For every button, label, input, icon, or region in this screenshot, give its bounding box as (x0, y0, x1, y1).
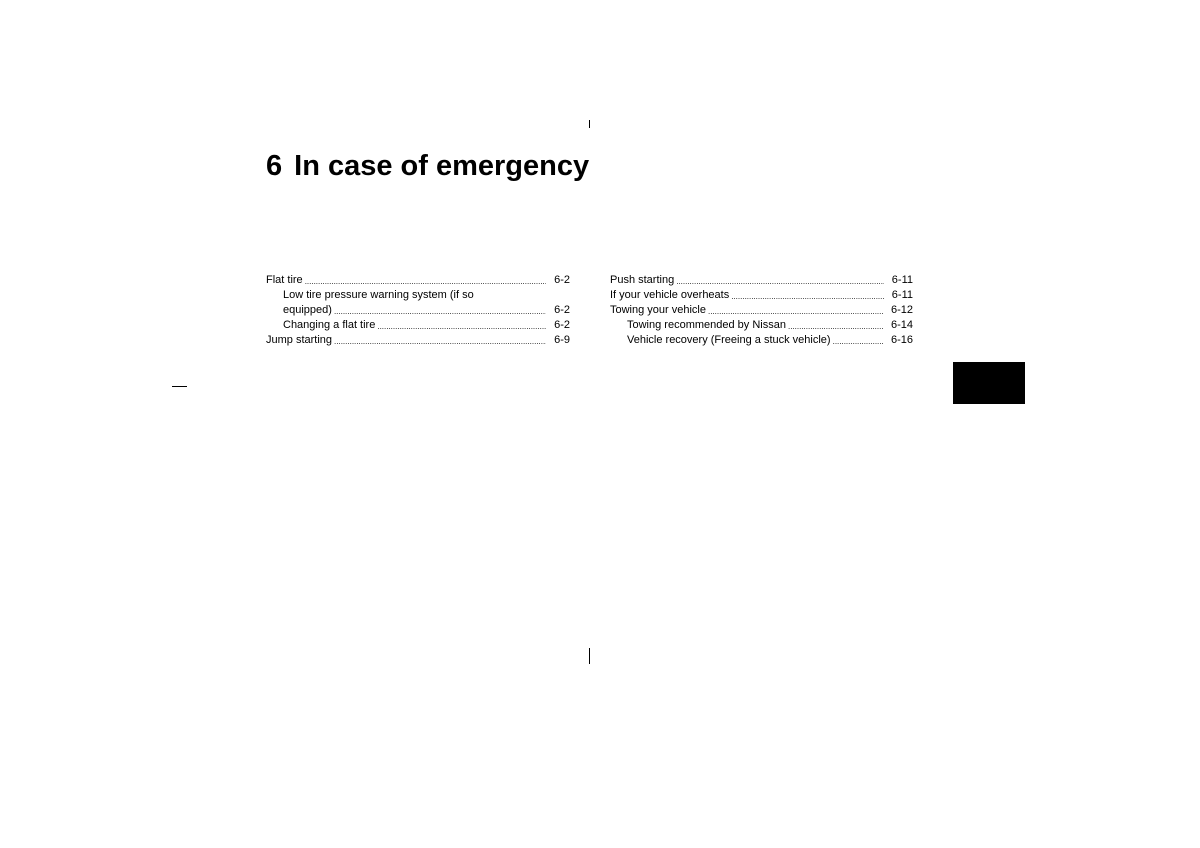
crop-mark-left (172, 386, 187, 387)
toc-entry-low-tire-pressure-continued[interactable] (266, 303, 570, 318)
crop-mark-bottom (589, 648, 590, 664)
toc-entry-page: 6-11 (891, 274, 913, 286)
crop-mark-top (589, 120, 590, 128)
toc-entry-towing-vehicle[interactable] (610, 303, 913, 318)
toc-entry-towing-recommended[interactable] (610, 318, 913, 333)
toc-leader-dots (708, 307, 883, 318)
toc-leader-dots (334, 307, 546, 318)
toc-leader-dots (377, 322, 546, 333)
toc-entry-page: 6-16 (890, 334, 913, 346)
toc-entry-page: 6-9 (554, 334, 570, 346)
toc-entry-label: Changing a flat tire (283, 319, 376, 331)
toc-entry-label: Towing your vehicle (610, 304, 706, 316)
toc-leader-dots (334, 337, 546, 348)
toc-entry-label: Low tire pressure warning system (if so (283, 289, 474, 301)
toc-entry-changing-flat-tire[interactable] (266, 318, 570, 333)
toc-entry-vehicle-overheats[interactable] (610, 288, 913, 303)
toc-entry-flat-tire[interactable] (266, 273, 570, 288)
toc-right-column (610, 273, 913, 348)
toc-leader-dots (676, 277, 884, 288)
chapter-title-text: In case of emergency (294, 150, 590, 182)
toc-entry-jump-starting[interactable] (266, 333, 570, 348)
toc-entry-low-tire-pressure[interactable] (266, 288, 570, 303)
toc-entry-page: 6-12 (890, 304, 913, 316)
toc-left-column (266, 273, 570, 348)
toc-entry-page: 6-11 (891, 289, 913, 301)
toc-entry-page: 6-2 (554, 274, 570, 286)
toc-entry-label: Jump starting (266, 334, 333, 346)
chapter-title (266, 148, 589, 184)
toc-leader-dots (833, 337, 883, 348)
toc-entry-label: If your vehicle overheats (610, 289, 730, 301)
toc-leader-dots (305, 277, 546, 288)
toc-entry-label: Push starting (610, 274, 675, 286)
toc-entry-vehicle-recovery[interactable] (610, 333, 913, 348)
chapter-number: 6 (266, 150, 283, 182)
toc-entry-page: 6-14 (890, 319, 913, 331)
toc-entry-page: 6-2 (554, 304, 570, 316)
toc-entry-label: Towing recommended by Nissan (627, 319, 786, 331)
toc-entry-push-starting[interactable] (610, 273, 913, 288)
toc-entry-label: Flat tire (266, 274, 303, 286)
toc-entry-label: equipped) (283, 304, 332, 316)
toc-entry-label: Vehicle recovery (Freeing a stuck vehicle) (627, 334, 831, 346)
toc-leader-dots (731, 292, 884, 303)
toc-entry-page: 6-2 (554, 319, 570, 331)
chapter-thumb-tab (953, 362, 1025, 404)
toc-leader-dots (788, 322, 883, 333)
